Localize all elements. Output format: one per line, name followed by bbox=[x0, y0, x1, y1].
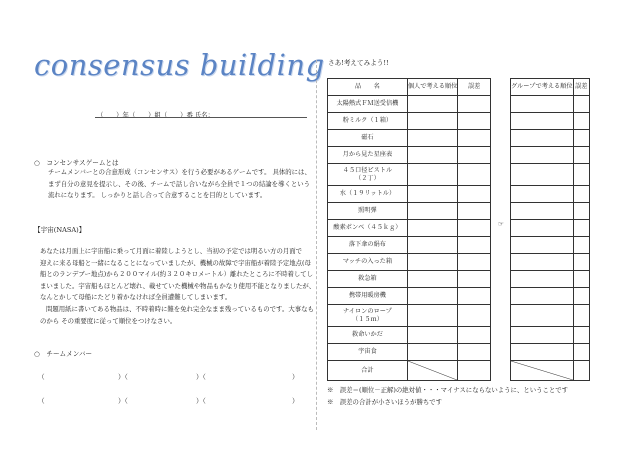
group-rank-cell[interactable] bbox=[511, 327, 574, 344]
total-label: 合計 bbox=[328, 361, 408, 381]
personal-ranking-table bbox=[327, 78, 491, 381]
member-slot[interactable]: ）（ bbox=[196, 373, 206, 381]
diff-cell[interactable] bbox=[573, 203, 589, 220]
body-line: のから その重要度に従って順位をつけなさい。 bbox=[40, 316, 177, 325]
diff-cell[interactable] bbox=[458, 147, 491, 164]
personal-rank-cell[interactable] bbox=[407, 288, 458, 305]
group-rank-cell[interactable] bbox=[511, 288, 574, 305]
body-line: 船とのランデブー地点)から２００マイル(約３２０キロメートル）離れたところに不時着してし bbox=[40, 270, 314, 279]
group-rank-cell[interactable] bbox=[511, 254, 574, 271]
diff-cell[interactable] bbox=[573, 271, 589, 288]
personal-rank-cell[interactable] bbox=[407, 327, 458, 344]
note-win-condition: ※ 誤差の合計が小さいほうが勝ちです bbox=[327, 398, 442, 406]
group-rank-cell[interactable] bbox=[511, 147, 574, 164]
personal-rank-cell[interactable] bbox=[407, 305, 458, 327]
personal-rank-cell[interactable] bbox=[407, 113, 458, 130]
diff-cell[interactable] bbox=[573, 147, 589, 164]
member-slot[interactable]: （ bbox=[38, 373, 45, 381]
diff-cell[interactable] bbox=[573, 305, 589, 327]
diff-cell[interactable] bbox=[458, 220, 491, 237]
personal-rank-cell[interactable] bbox=[407, 254, 458, 271]
total-diff-cell[interactable] bbox=[458, 361, 491, 381]
diff-cell[interactable] bbox=[458, 203, 491, 220]
item-name: 落下傘の絹布 bbox=[328, 237, 408, 254]
group-rank-cell[interactable] bbox=[511, 220, 574, 237]
personal-rank-cell[interactable] bbox=[407, 130, 458, 147]
team-members-heading: ○ チームメンバー bbox=[34, 350, 93, 358]
item-name: 携帯用暖房機 bbox=[328, 288, 408, 305]
diff-cell[interactable] bbox=[573, 113, 589, 130]
diff-cell[interactable] bbox=[458, 305, 491, 327]
diff-cell[interactable] bbox=[458, 130, 491, 147]
group-ranking-table bbox=[510, 78, 590, 381]
personal-rank-cell[interactable] bbox=[407, 220, 458, 237]
member-slot[interactable]: ）（ bbox=[118, 373, 128, 381]
body-line: 流れになります。 しっかりと話し合って合意することを目的としています。 bbox=[48, 191, 267, 199]
personal-rank-cell[interactable] bbox=[407, 186, 458, 203]
item-name: 救急箱 bbox=[328, 271, 408, 288]
item-name: ナイロンのロープ（１５ｍ） bbox=[328, 305, 408, 327]
group-rank-cell[interactable] bbox=[511, 164, 574, 186]
diff-cell[interactable] bbox=[573, 327, 589, 344]
diff-cell[interactable] bbox=[458, 237, 491, 254]
diff-cell[interactable] bbox=[458, 254, 491, 271]
item-name: 月から見た星座表 bbox=[328, 147, 408, 164]
name-line-label: （ ）年（ ）組（ ）番 氏名： bbox=[97, 111, 215, 119]
personal-rank-cell[interactable] bbox=[407, 271, 458, 288]
diff-cell[interactable] bbox=[573, 220, 589, 237]
diff-cell[interactable] bbox=[458, 271, 491, 288]
diff-cell[interactable] bbox=[458, 96, 491, 113]
col-diff-header: 誤差 bbox=[573, 79, 589, 96]
personal-rank-cell[interactable] bbox=[407, 164, 458, 186]
body-line: まず自分の意見を提示し、その後、チームで話し合いながら全員で１つの結論を導くという bbox=[48, 179, 311, 188]
diff-cell[interactable] bbox=[573, 164, 589, 186]
col-personal-header: 個人で考える順位 bbox=[407, 79, 458, 96]
body-line: まいました。宇宙船もほとんど壊れ、載せていた機械や物品もかなり使用不能となりましたが、 bbox=[40, 281, 316, 290]
body-line: あなたは月面上に宇宙船に乗って月面に着陸しようとし、当初の予定では明るい方の月面で bbox=[40, 247, 303, 255]
body-line: 問題用紙に書いてある物品は、不時着時に難を免れ完全なまま残っているものです。大事なも bbox=[46, 304, 314, 313]
diff-cell[interactable] bbox=[573, 254, 589, 271]
group-rank-cell[interactable] bbox=[511, 203, 574, 220]
col-item-header: 品 名 bbox=[328, 79, 408, 96]
page-title: consensus building bbox=[34, 48, 325, 82]
group-rank-cell[interactable] bbox=[511, 344, 574, 361]
total-rank-blank bbox=[407, 361, 458, 381]
diff-cell[interactable] bbox=[573, 344, 589, 361]
diff-cell[interactable] bbox=[573, 130, 589, 147]
personal-rank-cell[interactable] bbox=[407, 237, 458, 254]
item-name: 照明弾 bbox=[328, 203, 408, 220]
member-slot[interactable]: ）（ bbox=[196, 397, 206, 405]
member-slot[interactable]: ） bbox=[292, 373, 299, 381]
group-rank-cell[interactable] bbox=[511, 130, 574, 147]
body-line: チームメンバーとの合意形成（コンセンサス）を行う必要があるゲームです。 具体的には、 bbox=[48, 168, 311, 176]
group-rank-cell[interactable] bbox=[511, 96, 574, 113]
section-consensus-heading: ○ コンセンサスゲームとは bbox=[34, 159, 119, 167]
group-rank-cell[interactable] bbox=[511, 237, 574, 254]
diff-cell[interactable] bbox=[458, 186, 491, 203]
member-slot[interactable]: ） bbox=[292, 397, 299, 405]
diff-cell[interactable] bbox=[573, 237, 589, 254]
body-line: 迎えに来る母船と一緒になることになっていましたが、機械の故障で宇宙船が着陸予定地点(母 bbox=[40, 258, 311, 267]
item-name: 水（１９リットル） bbox=[328, 186, 408, 203]
item-name: マッチの入った箱 bbox=[328, 254, 408, 271]
item-name: 磁石 bbox=[328, 130, 408, 147]
diff-cell[interactable] bbox=[458, 164, 491, 186]
col-group-header: グループで考える順位 bbox=[511, 79, 574, 96]
total-diff-cell[interactable] bbox=[573, 361, 589, 381]
personal-rank-cell[interactable] bbox=[407, 203, 458, 220]
member-slot[interactable]: ）（ bbox=[118, 397, 128, 405]
body-line: なんとかして母船にたどり着かなければ全員遭難してしまいます。 bbox=[40, 293, 232, 302]
section-consensus-body bbox=[48, 167, 311, 202]
right-header: さあ!考えてみよう!! bbox=[328, 59, 389, 67]
diff-cell[interactable] bbox=[573, 96, 589, 113]
diff-cell[interactable] bbox=[573, 288, 589, 305]
item-name: 宇宙食 bbox=[328, 344, 408, 361]
item-name: 酸素ボンベ（４５ｋｇ） bbox=[328, 220, 408, 237]
section-nasa-heading: 【宇宙(NASA)】 bbox=[34, 226, 86, 234]
diff-cell[interactable] bbox=[573, 186, 589, 203]
section-nasa-body bbox=[40, 246, 315, 327]
personal-rank-cell[interactable] bbox=[407, 344, 458, 361]
group-rank-cell[interactable] bbox=[511, 271, 574, 288]
total-rank-blank bbox=[511, 361, 574, 381]
diff-cell[interactable] bbox=[458, 113, 491, 130]
diff-cell[interactable] bbox=[458, 344, 491, 361]
personal-rank-cell[interactable] bbox=[407, 96, 458, 113]
arrow-icon: ☞ bbox=[498, 220, 504, 228]
diff-cell[interactable] bbox=[458, 327, 491, 344]
note-error-definition: ※ 誤差＝(順位－正解)の絶対値・・・マイナスにならないように、ということです bbox=[327, 386, 569, 394]
page-divider bbox=[316, 60, 317, 430]
item-name: 救命いかだ bbox=[328, 327, 408, 344]
item-name: ４５口径ピストル（２丁） bbox=[328, 164, 408, 186]
item-name: 粉ミルク（１箱） bbox=[328, 113, 408, 130]
member-slot[interactable]: （ bbox=[38, 397, 45, 405]
group-rank-cell[interactable] bbox=[511, 186, 574, 203]
group-rank-cell[interactable] bbox=[511, 113, 574, 130]
diff-cell[interactable] bbox=[458, 288, 491, 305]
group-rank-cell[interactable] bbox=[511, 305, 574, 327]
col-diff-header: 誤差 bbox=[458, 79, 491, 96]
name-underline bbox=[95, 116, 307, 118]
item-name: 太陽熱式ＦＭ送受信機 bbox=[328, 96, 408, 113]
personal-rank-cell[interactable] bbox=[407, 147, 458, 164]
